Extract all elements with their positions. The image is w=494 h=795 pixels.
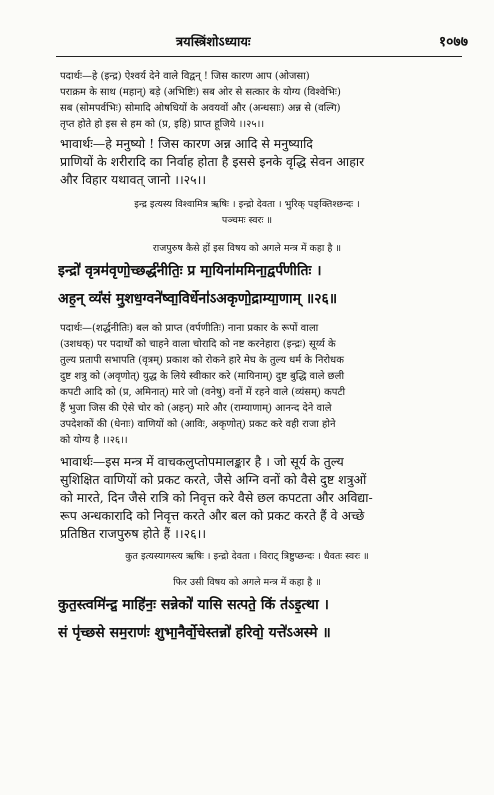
mantra-line: इन्द्रो॑ वृत्रम॑वृणो॒च्छर्द्ध॑नीतिः॒ प्र मा॒यिना॑ममिना॒द्वर्प॑णीतिः ।: [58, 263, 322, 279]
bhavartha-line: को मारते, दिन जैसे रात्रि को निवृत्त करे वैसे छल कपटता और अविद्या-: [60, 490, 373, 505]
caption-line: फिर उसी विषय को अगले मन्त्र में कहा है ॥: [173, 577, 321, 588]
bhavartha-line: भावार्थः—इस मन्त्र में वाचकलुप्तोपमालङ्कार है । जो सूर्य के तुल्य: [60, 454, 344, 469]
mantra-line: कुत॒स्त्वमि॑न्द्र॒ माहि॑नः॒ सन्नेको॑ यासि सत्पते॒ किं त॑ऽइ॒त्था ।: [58, 597, 329, 613]
padartha-line: उपदेशकों की (धेनाः) वाणियों को (आविः, अकृणोत्) प्रकट करे वही राजा होने: [60, 419, 336, 430]
caption-line: कुत इत्यस्यागस्त्य ऋषिः । इन्द्रो देवता । विराट् त्रिष्टुप्छन्दः । धैवतः स्वरः ॥: [125, 551, 369, 562]
bhavartha-line: और विहार यथावत् जानो ।।२५।।: [60, 172, 207, 187]
page-header: [0, 32, 494, 52]
padartha-line: सब (सोमपर्वभिः) सोमादि ओषधियों के अवयवों और (अन्धसाः) अन्न से (वल्गि): [60, 103, 341, 114]
mantra-line: अह॒न् व्यं॑सं मु॒शध॒ग्वने॑ष्वा॒विर्धेना॑ऽअकृणो॒द्राम्या॒णाम् ॥२६॥: [58, 291, 338, 307]
padartha-line: तुल्य प्रतापी सभापति (वृत्रम्) प्रकाश को रोकने हारे मेघ के तुल्य धर्म के निरोधक: [60, 355, 344, 366]
padartha-line: हैं भुजा जिस की ऐसे चोर को (अहन्) मारे और (राम्याणाम्) आनन्द देने वाले: [60, 403, 332, 414]
header-rule: [56, 56, 462, 57]
padartha-line: पदार्थः—हे (इन्द्र) ऐश्वर्य देने वाले विद्वन् ! जिस कारण आप (ओजसा): [60, 71, 310, 82]
padartha-line: पराक्रम के साथ (महान्) बड़े (अभिष्टिः) सब ओर से सत्कार के योग्य (विश्वेभिः): [60, 87, 341, 98]
bhavartha-line: भावार्थः—हे मनुष्यो ! जिस कारण अन्न आदि से मनुष्यादि: [60, 136, 313, 151]
bhavartha-line: रूप अन्धकारादि को निवृत्त करते और बल को प्रकट करते हैं वे अच्छे: [60, 508, 365, 523]
bhavartha-line: प्राणियों के शरीरादि का निर्वाह होता है इससे इनके वृद्धि सेवन आहार: [60, 154, 365, 169]
mantra-line: सं पृ॑च्छसे सम॒राणः॑ शुभा॒नैर्वो॒चेस्तन्नो॑ हरिवो॒ यत्ते॑ऽअस्मे ॥: [58, 625, 331, 641]
caption-line: पञ्चमः स्वरः ॥: [221, 215, 273, 226]
padartha-line: कपटी आदि को (प्र, अमिनात्) मारे जो (वनेषु) वनों में रहने वाले (व्यंसम्) कपटी: [60, 387, 346, 398]
page-number: १०७७: [438, 34, 468, 50]
chapter-title: त्रयस्त्रिंशोऽध्यायः: [176, 35, 251, 50]
padartha-line: (उशधक्) पर पदार्थों को चाहने वाला चोरादि को नष्ट करनेहारा (इन्द्रः) सूर्य्य के: [60, 339, 336, 350]
caption-line: राजपुरुष कैसे हों इस विषय को अगले मन्त्र में कहा है ॥: [152, 243, 342, 254]
padartha-line: तृप्त होते हो इस से हम को (प्र, इहि) प्राप्त हूजिये ।।२५।।: [60, 119, 265, 130]
caption-line: इन्द्र इत्यस्य विश्वामित्र ऋषिः । इन्द्रो देवता । भुरिक् पङ्क्तिश्छन्दः ।: [134, 199, 360, 210]
padartha-line: पदार्थः—(शर्द्धनीतिः) बल को प्राप्त (वर्पणीतिः) नाना प्रकार के रूपों वाला: [60, 323, 319, 334]
padartha-line: दुष्ट शत्रु को (अवृणोत्) युद्ध के लिये स्वीकार करे (मायिनाम्) दुष्ट बुद्धि वाले छली: [60, 371, 345, 382]
bhavartha-line: सुशिक्षित वाणियों को प्रकट करते, जैसे अग्नि वनों को वैसे दुष्ट शत्रुओं: [60, 472, 367, 487]
bhavartha-line: प्रतिष्ठित राजपुरुष होते हैं ।।२६।।: [60, 526, 207, 541]
padartha-line: को योग्य है ।।२६।।: [60, 435, 128, 446]
